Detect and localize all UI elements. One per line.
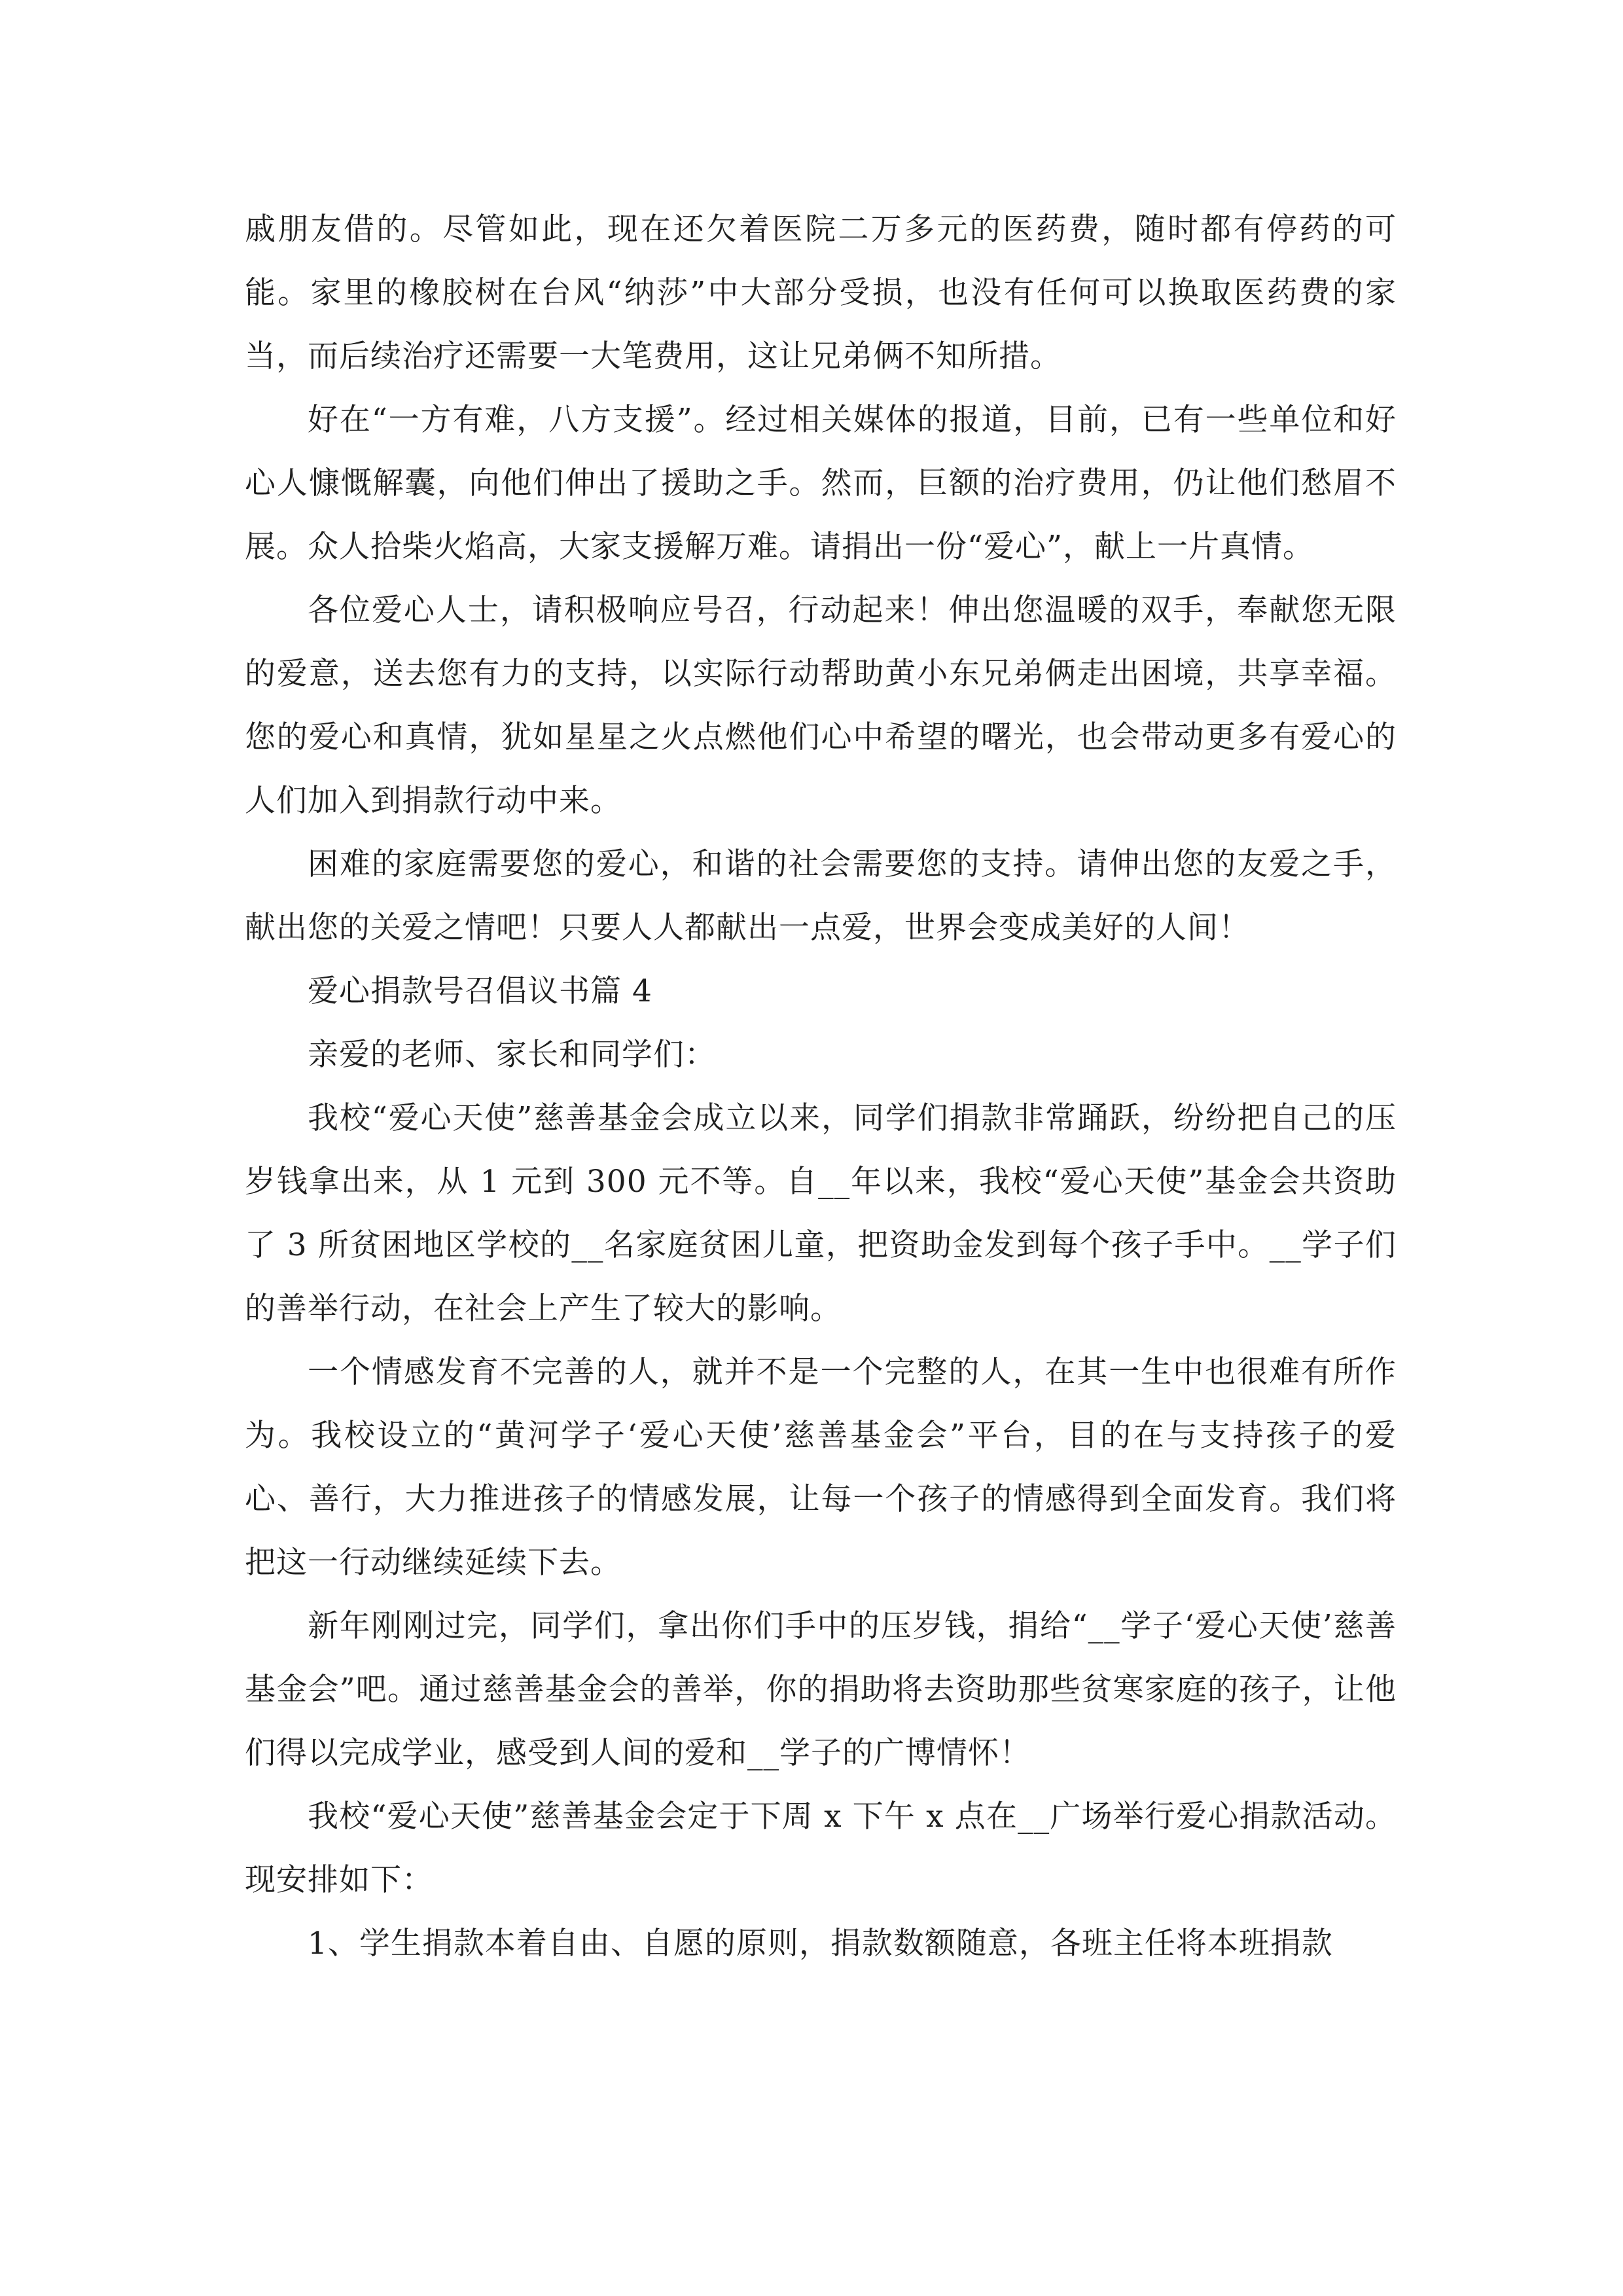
paragraph: 新年刚刚过完，同学们，拿出你们手中的压岁钱，捐给“__学子‘爱心天使’慈善基金会”吧。通过慈善基金会的善举，你的捐助将去资助那些贫寒家庭的孩子，让他们得以完成学业，感受到人间的爱和__学子的广博情怀！ [245, 1608, 1397, 1771]
paragraph: 我校“爱心天使”慈善基金会定于下周 x 下午 x 点在__广场举行爱心捐款活动。现安排如下： [245, 1799, 1397, 1898]
section-heading: 爱心捐款号召倡议书篇 4 [308, 973, 652, 1009]
paragraph: 1、学生捐款本着自由、自愿的原则，捐款数额随意，各班主任将本班捐款 [308, 1926, 1333, 1962]
document-body [245, 198, 1397, 1975]
paragraph: 戚朋友借的。尽管如此，现在还欠着医院二万多元的医药费，随时都有停药的可能。家里的橡胶树在台风“纳莎”中大部分受损，也没有任何可以换取医药费的家当，而后续治疗还需要一大笔费用，这让兄弟俩不知所措。 [245, 211, 1397, 374]
paragraph: 好在“一方有难，八方支援”。经过相关媒体的报道，目前，已有一些单位和好心人慷慨解囊，向他们伸出了援助之手。然而，巨额的治疗费用，仍让他们愁眉不展。众人拾柴火焰高，大家支援解万难。请捐出一份“爱心”，献上一片真情。 [245, 402, 1397, 565]
paragraph: 我校“爱心天使”慈善基金会成立以来，同学们捐款非常踊跃，纷纷把自己的压岁钱拿出来，从 1 元到 300 元不等。自__年以来，我校“爱心天使”基金会共资助了 3 所贫困地区学校的__名家庭贫困儿童，把资助金发到每个孩子手中。__学子们的善举行动，在社会上产生了较大的影响。 [245, 1100, 1397, 1327]
paragraph: 一个情感发育不完善的人，就并不是一个完整的人，在其一生中也很难有所作为。我校设立的“黄河学子‘爱心天使’慈善基金会”平台，目的在与支持孩子的爱心、善行，大力推进孩子的情感发展，让每一个孩子的情感得到全面发育。我们将把这一行动继续延续下去。 [245, 1354, 1397, 1581]
paragraph: 各位爱心人士，请积极响应号召，行动起来！伸出您温暖的双手，奉献您无限的爱意，送去您有力的支持，以实际行动帮助黄小东兄弟俩走出困境，共享幸福。您的爱心和真情，犹如星星之火点燃他们心中希望的曙光，也会带动更多有爱心的人们加入到捐款行动中来。 [245, 592, 1397, 819]
salutation: 亲爱的老师、家长和同学们： [308, 1037, 716, 1073]
paragraph: 困难的家庭需要您的爱心，和谐的社会需要您的支持。请伸出您的友爱之手，献出您的关爱之情吧！只要人人都献出一点爱，世界会变成美好的人间！ [245, 846, 1397, 946]
